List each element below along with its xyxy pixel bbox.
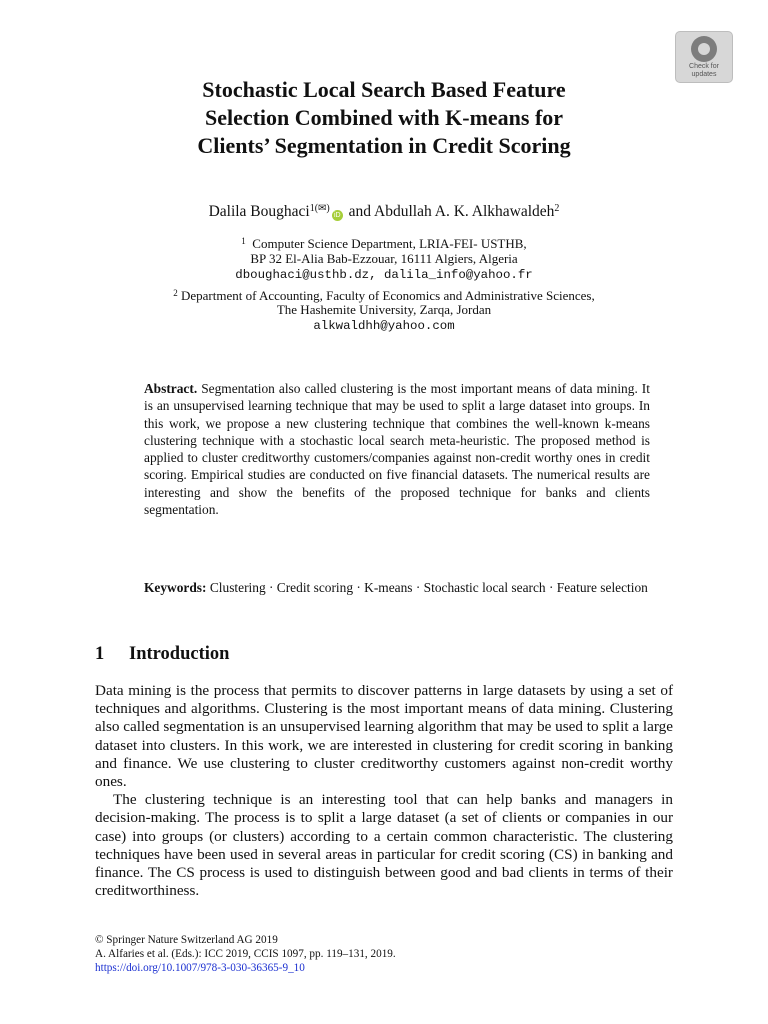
abstract [144, 380, 650, 518]
affiliation-1-marker: 1 [241, 236, 246, 246]
title-line-2: Selection Combined with K-means for [204, 105, 564, 130]
orcid-icon[interactable]: iD [332, 210, 343, 221]
title-line-1: Stochastic Local Search Based Feature [202, 77, 566, 102]
copyright-line: © Springer Nature Switzerland AG 2019 [95, 934, 278, 946]
keywords-label: Keywords: [144, 580, 207, 595]
author-2-marker: 2 [554, 203, 560, 214]
keywords-text: Clustering · Credit scoring · K-means · Stochastic local search · Feature selection [209, 580, 648, 595]
section-heading [95, 642, 229, 666]
author-1-name: Dalila Boughaci [208, 203, 310, 220]
title-line-3: Clients’ Segmentation in Credit Scoring [197, 133, 571, 158]
footer [95, 933, 396, 975]
affiliation-2-dept: Department of Accounting, Faculty of Economics and Administrative Sciences, [181, 288, 595, 303]
doi-link[interactable]: https://doi.org/10.1007/978-3-030-36365-9_10 [95, 962, 305, 974]
abstract-text: Segmentation also called clustering is the most important means of data mining. It is an unsupervised learning technique that may be used to split a large dataset into groups. In this work, we propose a new clustering technique that combines the well-known k-means clustering technique with a stochastic local search meta-heuristic. The proposed method is applied to cluster creditworthy customers/companies against non-credit worthy ones in credit scoring. Empirical studies are conducted on five financial datasets. The numerical results are interesting and show the benefits of the proposed technique for banks and clients segmentation. [144, 381, 650, 518]
keywords [144, 579, 650, 596]
check-updates-icon [691, 36, 717, 62]
paragraph-2: The clustering technique is an interesting tool that can help banks and managers in decision-making. The process is to split a large dataset (a set of clients or companies in our case) into groups (or clusters) according to a certain common characteristic. The clustering techniques have been used in several areas in particular for credit scoring (CS) in banking and finance. The CS process is used to distinguish between good and bad clients in terms of their creditworthiness. [95, 791, 673, 900]
author-1-marker: 1(✉) [309, 203, 330, 214]
affiliation-1-email[interactable]: dboughaci@usthb.dz, dalila_info@yahoo.fr [235, 268, 533, 282]
affiliation-1-address: BP 32 El-Alia Bab-Ezzouar, 16111 Algiers, Algeria [250, 251, 518, 266]
section-number: 1 [95, 644, 105, 664]
paper-title [95, 76, 673, 160]
author-list [95, 199, 673, 222]
affiliation-2-email[interactable]: alkwaldhh@yahoo.com [313, 319, 455, 333]
check-for-updates-badge[interactable] [675, 31, 733, 83]
section-title: Introduction [129, 644, 230, 664]
affiliation-2-address: The Hashemite University, Zarqa, Jordan [276, 302, 492, 317]
abstract-label: Abstract. [144, 381, 198, 396]
section-body [95, 682, 673, 900]
citation-line: A. Alfaries et al. (Eds.): ICC 2019, CCIS 1097, pp. 119–131, 2019. [95, 948, 396, 960]
author-2-name: and Abdullah A. K. Alkhawaldeh [348, 203, 555, 220]
paragraph-1: Data mining is the process that permits to discover patterns in large datasets by using a set of techniques and algorithms. Clustering is the most important means of data mining. Clustering also called segmentation is an unsupervised learning algorithm that may be used to split a large dataset into clusters. In this work, we are interested in clustering for credit scoring in banking and finance. We use clustering to cluster creditworthy customers against non-credit worthy ones. [95, 682, 673, 791]
badge-line2: updates [691, 71, 717, 78]
affiliation-1-dept: Computer Science Department, LRIA-FEI- USTHB, [252, 236, 527, 251]
affiliation-2-marker: 2 [173, 288, 178, 298]
badge-line1: Check for [689, 63, 719, 70]
